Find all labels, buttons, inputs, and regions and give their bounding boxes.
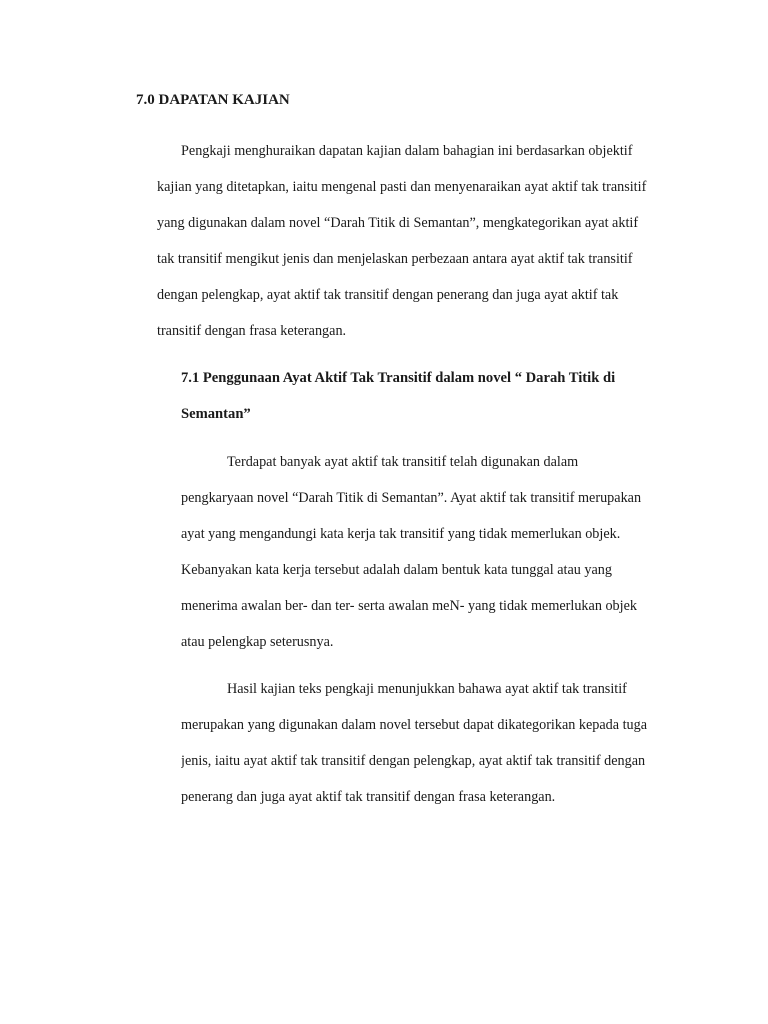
heading-line: Semantan” — [181, 406, 251, 422]
paragraph-line: yang digunakan dalam novel “Darah Titik di Semantan”, mengkategorikan ayat aktif — [157, 215, 639, 231]
paragraph-line: kajian yang ditetapkan, iaitu mengenal pasti dan menyenaraikan ayat aktif tak transitif — [157, 179, 647, 195]
paragraph-line: pengkaryaan novel “Darah Titik di Semantan”. Ayat aktif tak transitif merupakan — [181, 490, 642, 506]
intro-paragraph — [157, 142, 677, 358]
paragraph-line: Pengkaji menghuraikan dapatan kajian dalam bahagian ini berdasarkan objektif — [181, 143, 633, 159]
body-paragraph-1 — [181, 453, 677, 669]
paragraph-line: Terdapat banyak ayat aktif tak transitif telah digunakan dalam — [227, 454, 579, 470]
paragraph-line: atau pelengkap seterusnya. — [181, 634, 334, 650]
paragraph-line: ayat yang mengandungi kata kerja tak transitif yang tidak memerlukan objek. — [181, 526, 621, 542]
subsection-heading — [181, 369, 677, 441]
heading-line: 7.1 Penggunaan Ayat Aktif Tak Transitif dalam novel “ Darah Titik di — [181, 370, 616, 386]
paragraph-line: transitif dengan frasa keterangan. — [157, 323, 347, 339]
section-heading: 7.0 DAPATAN KAJIAN — [136, 92, 290, 108]
paragraph-line: Hasil kajian teks pengkaji menunjukkan bahawa ayat aktif tak transitif — [227, 681, 627, 697]
paragraph-line: merupakan yang digunakan dalam novel tersebut dapat dikategorikan kepada tuga — [181, 717, 648, 733]
paragraph-line: dengan pelengkap, ayat aktif tak transitif dengan penerang dan juga ayat aktif tak — [157, 287, 619, 303]
body-paragraph-2 — [181, 680, 677, 824]
paragraph-line: menerima awalan ber- dan ter- serta awalan meN- yang tidak memerlukan objek — [181, 598, 637, 614]
paragraph-line: Kebanyakan kata kerja tersebut adalah dalam bentuk kata tunggal atau yang — [181, 562, 612, 578]
paragraph-line: jenis, iaitu ayat aktif tak transitif dengan pelengkap, ayat aktif tak transitif dengan — [181, 753, 646, 769]
paragraph-line: penerang dan juga ayat aktif tak transitif dengan frasa keterangan. — [181, 789, 556, 805]
paragraph-line: tak transitif mengikut jenis dan menjelaskan perbezaan antara ayat aktif tak transitif — [157, 251, 633, 267]
